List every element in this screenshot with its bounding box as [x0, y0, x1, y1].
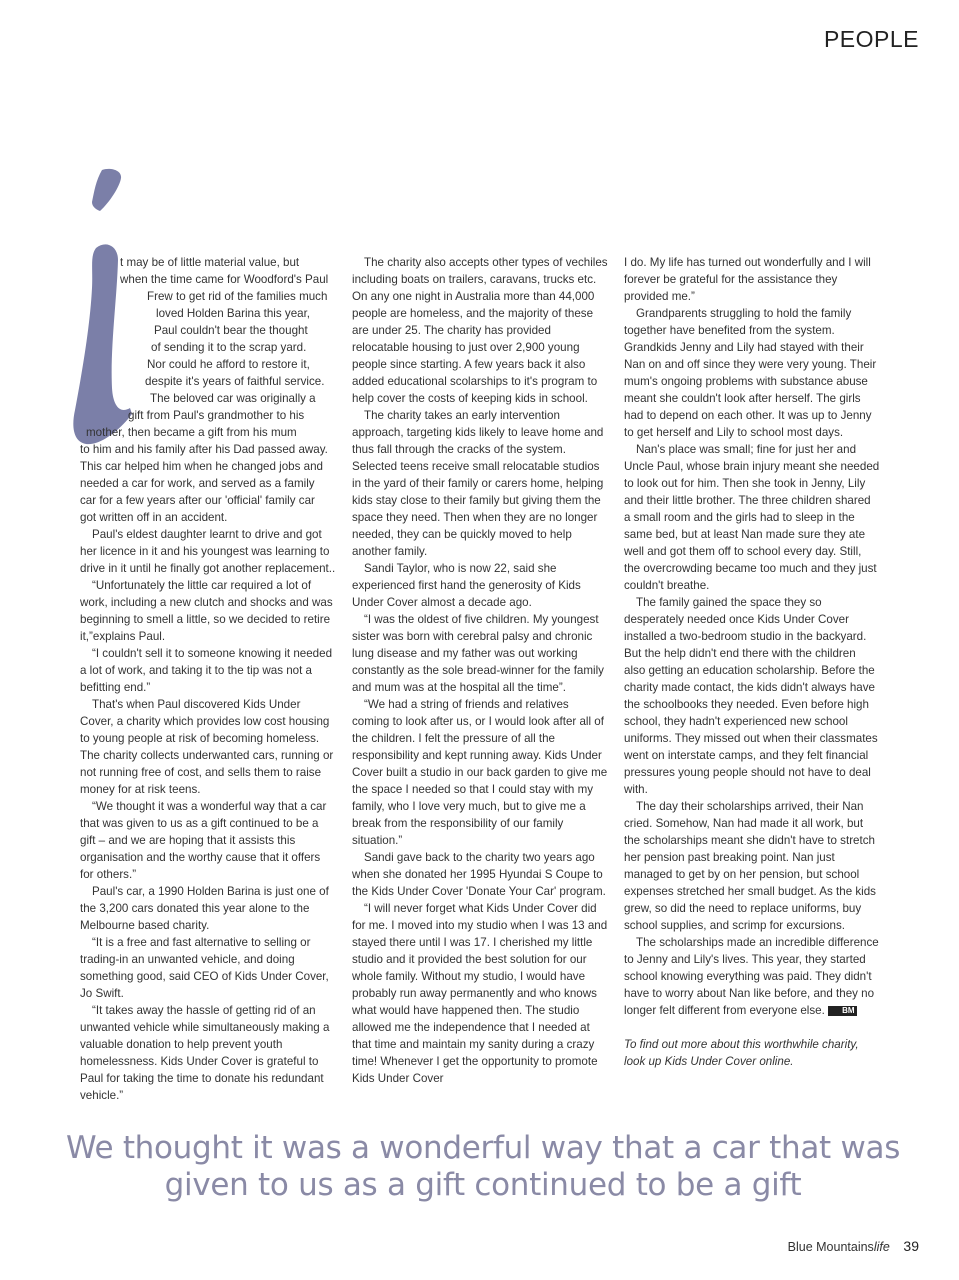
column-3: [624, 254, 880, 1070]
publication-title: Blue Mountains: [787, 1240, 874, 1254]
col1-paragraph-5: That's when Paul discovered Kids Under Cover, a charity which provides low cost housing to young people at risk of becoming homeless. The charity collects underwanted cars, running or not running free of cost, and sells them to raise money for at risk teens.: [80, 698, 334, 796]
col2-paragraph-5: “We had a string of friends and relatives coming to look after us, or I would look after all of the children. I felt the pressure of all the responsibility and kept running away. Kids Under Cover built a studio in our back garden to give me the space I needed so that I could stay with my family, who I love very much, but to give me a break from the responsibility of our family situation.”: [352, 698, 608, 847]
col2-paragraph-4: “I was the oldest of five children. My youngest sister was born with cerebral palsy and chronic lung disease and my father was out working constantly as the sole bread-winner for the family and mum was at the hospital all the time”.: [352, 613, 604, 694]
col1-paragraph-6: “We thought it was a wonderful way that a car that was given to us as a gift continued to be a gift – and we are hoping that it assists this organisation and the worthy cause that it offers for others.”: [80, 800, 327, 881]
text-line: t may be of little material value, but: [120, 256, 300, 269]
col3-paragraph-3: Nan's place was small; fine for just her and Uncle Paul, whose brain injury meant she needed to look out for him. Then she took in Jenny, Lily and their little brother. The three children shared a small room and the girls had to sleep in the same bed, but at least Nan made sure they ate well and got them off to school every day. Still, the overcrowding became too much and they just couldn't breathe.: [624, 443, 880, 592]
publication-suffix: life: [873, 1240, 890, 1254]
col2-paragraph-2: The charity takes an early intervention approach, targeting kids likely to leave home and thus fall through the cracks of the system. Selected teens receive small relocatable studios in the yard of their family or carers home, helping kids stay close to their family but giving them the space they need. Then when they are no longer needed, they can be quickly moved to help another family.: [352, 409, 604, 558]
page-number: 39: [903, 1238, 919, 1254]
dropcap-apostrophe: [88, 168, 124, 212]
text-line: of sending it to the scrap yard.: [151, 341, 307, 354]
page-footer: [788, 1238, 919, 1254]
col2-paragraph-6: Sandi gave back to the charity two years ago when she donated her 1995 Hyundai S Coupe to the Kids Under Cover 'Donate Your Car' program.: [352, 851, 606, 898]
text-line: This car helped him when he changed jobs and: [80, 460, 323, 473]
text-line: got written off in an accident.: [80, 511, 228, 524]
text-line: needed a car for work, and served as a family: [80, 477, 315, 490]
col3-paragraph-6-text: The scholarships made an incredible difference to Jenny and Lily's lives. This year, they started school knowing everything was paid. They didn't have to worry about Nan like before, and they no longer felt different from everyone else.: [624, 936, 879, 1017]
text-line: when the time came for Woodford's Paul: [120, 273, 329, 286]
section-label: PEOPLE: [823, 26, 919, 52]
col1-paragraph-9: “It takes away the hassle of getting rid of an unwanted vehicle while simultaneously making a valuable donation to help prevent youth homelessness. Kids Under Cover is grateful to Paul for taking the time to donate his redundant vehicle.”: [80, 1004, 330, 1102]
col3-paragraph-1: I do. My life has turned out wonderfully and I will forever be grateful for the assistance they provided me.”: [624, 256, 871, 303]
pull-quote: [60, 1130, 906, 1204]
col2-paragraph-7: “I will never forget what Kids Under Cover did for me. I moved into my studio when I was 13 and stayed there until I was 17. I cherished my little studio and it provided the best solution for our whole family. Without my studio, I would have probably run away permanently and who knows what would have happened then. The studio allowed me the independence that I needed at that time and maintain my sanity during a crazy time! Whenever I get the opportunity to promote Kids Under Cover: [352, 902, 608, 1085]
text-line: despite it's years of faithful service.: [145, 375, 325, 388]
col1-paragraph-7: Paul's car, a 1990 Holden Barina is just one of the 3,200 cars donated this year alone to the Melbourne based charity.: [80, 885, 329, 932]
charity-note: To find out more about this worthwhile charity, look up Kids Under Cover online.: [624, 1038, 859, 1068]
col3-paragraph-4: The family gained the space they so desperately needed once Kids Under Cover installed a two-bedroom studio in the backyard. But the help didn't end there with the children also getting an education scholarship. Before the charity made contact, the kids didn't always have the schoolbooks they needed. Even before high school, they hadn't experienced new school uniforms. They missed out when their classmates went on interstate camps, and they felt financial pressures young people should not have to deal with.: [624, 596, 878, 796]
col1-paragraph-3: “Unfortunately the little car required a lot of work, including a new clutch and shocks and was beginning to smell a little, so we decided to retire it,”explains Paul.: [80, 579, 333, 643]
column-1: [80, 254, 336, 1104]
col1-paragraph-4: “I couldn't sell it to someone knowing it needed a lot of work, and taking it to the tip was not a befitting end.”: [80, 647, 333, 694]
text-line: loved Holden Barina this year,: [156, 307, 311, 320]
col2-paragraph-1: The charity also accepts other types of vechiles including boats on trailers, caravans, trucks etc. On any one night in Australia more than 44,000 people are homeless, and the majority of these are under 25. The charity has provided relocatable housing to just over 2,900 young people since starting. A few years back it also added educational scolarships to it's program to help cover the costs of keeping kids in school.: [352, 256, 608, 405]
col3-paragraph-6: [624, 934, 880, 1019]
text-line: car for a few years after our 'official' family car: [80, 494, 315, 507]
text-line: Frew to get rid of the families much: [147, 290, 328, 303]
publication-name: [788, 1240, 890, 1254]
column-2: [352, 254, 608, 1087]
text-line: Nor could he afford to restore it,: [147, 358, 310, 371]
text-line: Paul couldn't bear the thought: [154, 324, 308, 337]
col1-paragraph-8: “It is a free and fast alternative to selling or trading-in an unwanted vehicle, and doing something good, said CEO of Kids Under Cover, Jo Swift.: [80, 936, 329, 1000]
end-mark-badge: BM: [828, 1006, 856, 1016]
col1-paragraph-2: Paul's eldest daughter learnt to drive and got her licence in it and his youngest was learning to drive in it until he finally got another replacement..: [80, 528, 336, 575]
text-line: mother, then became a gift from his mum: [86, 426, 297, 439]
text-line: The beloved car was originally a: [150, 392, 316, 405]
col3-paragraph-5: The day their scholarships arrived, their Nan cried. Somehow, Nan had made it all work, but the scholarships meant she didn't have to stretch her pension past breaking point. Nan just managed to get by on her pension, but school expenses stretched her small budget. As the kids grew, so did the need to replace uniforms, buy school supplies, and scrimp for excursions.: [624, 800, 876, 932]
pull-quote-line-1: We thought it was a wonderful way that a car that was: [65, 1130, 901, 1166]
text-line: to him and his family after his Dad passed away.: [80, 443, 328, 456]
col1-paragraph-1: [80, 254, 336, 526]
text-line: gift from Paul's grandmother to his: [128, 409, 305, 422]
pull-quote-line-2: given to us as a gift continued to be a gift: [164, 1167, 802, 1203]
col2-paragraph-3: Sandi Taylor, who is now 22, said she experienced first hand the generosity of Kids Under Cover almost a decade ago.: [352, 562, 581, 609]
col3-paragraph-2: Grandparents struggling to hold the family together have benefited from the system. Grandkids Jenny and Lily had stayed with their Nan on and off since they were very young. Their mum's ongoing problems with substance abuse meant she couldn't look after herself. The girls had to depend on each other. It was up to Jenny to get herself and Lily to school most days.: [624, 307, 877, 439]
